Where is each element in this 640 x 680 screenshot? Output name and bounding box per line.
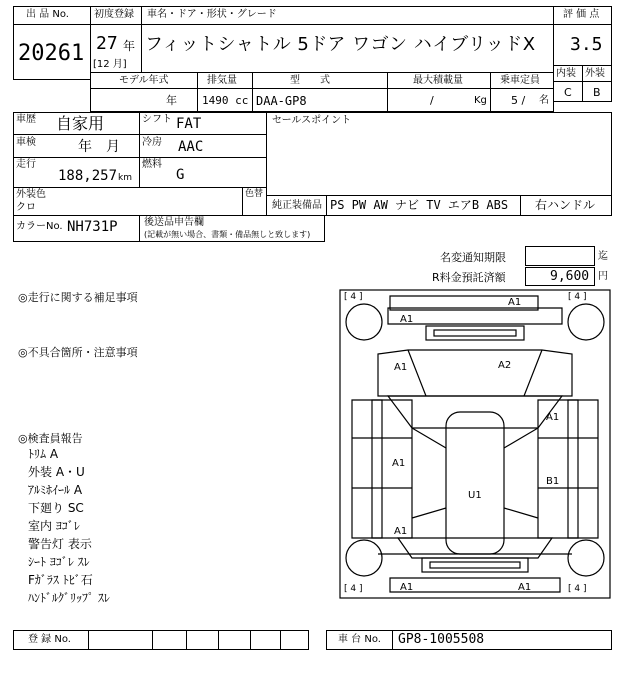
tire-label-rear-right: [ 4 ] (568, 584, 587, 594)
front-left-tire-shape (346, 304, 382, 340)
displacement-label: 排気量 (207, 75, 237, 86)
shift: FAT (176, 116, 202, 132)
name-change-box (525, 246, 595, 266)
report-line: ｱﾙﾐﾎｲｰﾙ A (28, 483, 83, 497)
fuel-label: 燃料 (142, 159, 162, 170)
registration-year-unit: 年 (123, 39, 136, 53)
damage-mark-left-rear: A1 (394, 526, 408, 537)
damage-mark-rear-bumper-right: A1 (518, 582, 532, 593)
damage-mark-front-panel: A1 (400, 314, 414, 325)
damage-mark-left-fender: A1 (394, 362, 408, 373)
damage-mark-roof: U1 (468, 490, 482, 501)
tire-label-front-left: [ 4 ] (344, 292, 363, 302)
recycle-label: R料金預託済額 (432, 271, 506, 284)
report-label: 後送品申告欄 (144, 217, 204, 228)
exterior-label: 外装 (585, 68, 605, 79)
registration-year: 27 (96, 33, 118, 54)
model-year-label: モデル年式 (119, 75, 169, 86)
max-load: / (430, 94, 434, 107)
rear-garnish-shape (422, 558, 528, 572)
damage-mark-front-bumper: A1 (508, 297, 522, 308)
ac: AAC (178, 139, 204, 155)
car-condition-diagram (338, 288, 612, 600)
report-line: 室内 ﾖｺﾞﾚ (28, 519, 80, 533)
score-value: 3.5 (570, 34, 603, 55)
exterior-color-label: 外装色 (16, 189, 46, 200)
ac-label: 冷房 (142, 137, 162, 148)
name-change-label: 名変通知期限 (440, 251, 506, 264)
front-right-tire-shape (568, 304, 604, 340)
lot-number-label: 出 品 No. (26, 9, 69, 20)
sales-point-label: セールスポイント (272, 115, 352, 126)
report-line: ｼｰﾄ ﾖｺﾞﾚ ｽﾚ (28, 555, 90, 569)
name-change-unit: 迄 (598, 251, 608, 262)
mileage: 188,257 (58, 168, 118, 184)
color-no: NH731P (67, 219, 118, 235)
chassis-no: GP8-1005508 (398, 632, 485, 647)
equipment: PS PW AW ナビ TV エアB ABS (330, 198, 509, 212)
report-line: 警告灯 表示 (28, 537, 92, 551)
registration-no-label: 登 録 No. (28, 634, 71, 645)
report-line: 下廻り SC (28, 501, 84, 515)
exterior-color: クロ (16, 202, 36, 213)
capacity-label: 乗車定員 (500, 75, 540, 86)
tire-label-front-right: [ 4 ] (568, 292, 587, 302)
equipment-label: 純正装備品 (272, 200, 322, 211)
driving-notes-heading: ◎走行に関する補足事項 (18, 291, 138, 304)
defects-heading: ◎不具合箇所・注意事項 (18, 346, 138, 359)
front-grille-shape (426, 326, 524, 340)
mileage-unit: km (118, 173, 132, 183)
lot-number: 20261 (18, 41, 85, 66)
capacity-unit: 名 (539, 95, 549, 106)
model-code: DAA-GP8 (256, 94, 307, 108)
left-side-shape (352, 400, 382, 538)
rear-left-tire-shape (346, 540, 382, 576)
chassis-no-label: 車 台 No. (338, 634, 381, 645)
recycle-value: 9,600 (550, 269, 590, 284)
report-line: ﾄﾘﾑ A (28, 447, 59, 461)
roof-shape (446, 412, 504, 554)
report-line: Fｶﾞﾗｽ ﾄﾋﾞ石 (28, 573, 93, 587)
rear-bumper-shape (390, 578, 560, 592)
color-no-label: カラーNo. (16, 221, 63, 232)
damage-mark-hood: A2 (498, 360, 512, 371)
damage-mark-left-door: A1 (392, 458, 406, 469)
registration-month: [12 月] (93, 59, 127, 70)
color-change-label: 色替 (245, 189, 264, 199)
report-line: 外装 A・U (28, 465, 85, 479)
report-line: ﾊﾝﾄﾞﾙｸﾞﾘｯﾌﾟ ｽﾚ (28, 591, 110, 605)
history: 自家用 (56, 114, 105, 133)
first-registration-label: 初度登録 (94, 9, 134, 20)
car-name-label: 車名・ドア・形状・グレード (147, 9, 277, 20)
model-code-label: 型 式 (290, 75, 330, 86)
hood-shape (378, 350, 572, 396)
fuel: G (176, 167, 185, 183)
steering: 右ハンドル (535, 198, 596, 212)
rear-right-tire-shape (568, 540, 604, 576)
recycle-unit: 円 (598, 271, 608, 282)
damage-mark-right-rear-door: B1 (546, 476, 560, 487)
shift-label: シフト (142, 114, 172, 125)
rear-window-shape (398, 538, 552, 558)
interior-grade: C (564, 86, 572, 99)
score-label: 評 価 点 (563, 9, 600, 20)
max-load-unit: Kg (474, 95, 487, 106)
exterior-grade: B (593, 86, 601, 99)
history-label: 車歴 (16, 114, 36, 125)
displacement: 1490 cc (202, 94, 249, 107)
model-year-unit: 年 (166, 94, 177, 107)
details-left-box (13, 112, 267, 216)
damage-mark-rear-bumper: A1 (400, 582, 414, 593)
capacity: 5 / (511, 94, 526, 107)
inspector-heading: ◎検査員報告 (18, 432, 83, 445)
car-name: フィットシャトル 5ドア ワゴン ハイブリッドX (145, 34, 536, 55)
damage-mark-right-front-door: A1 (546, 412, 560, 423)
report-note: (記載が無い場合、書類・備品無しと致します) (144, 230, 311, 239)
max-load-label: 最大積載量 (413, 75, 463, 86)
interior-label: 内装 (556, 68, 576, 79)
tire-label-rear-left: [ 4 ] (344, 584, 363, 594)
right-side-shape (568, 400, 598, 538)
inspection-label: 車検 (16, 137, 36, 148)
inspection-value: 年 月 (78, 139, 120, 155)
mileage-label: 走行 (16, 159, 36, 170)
